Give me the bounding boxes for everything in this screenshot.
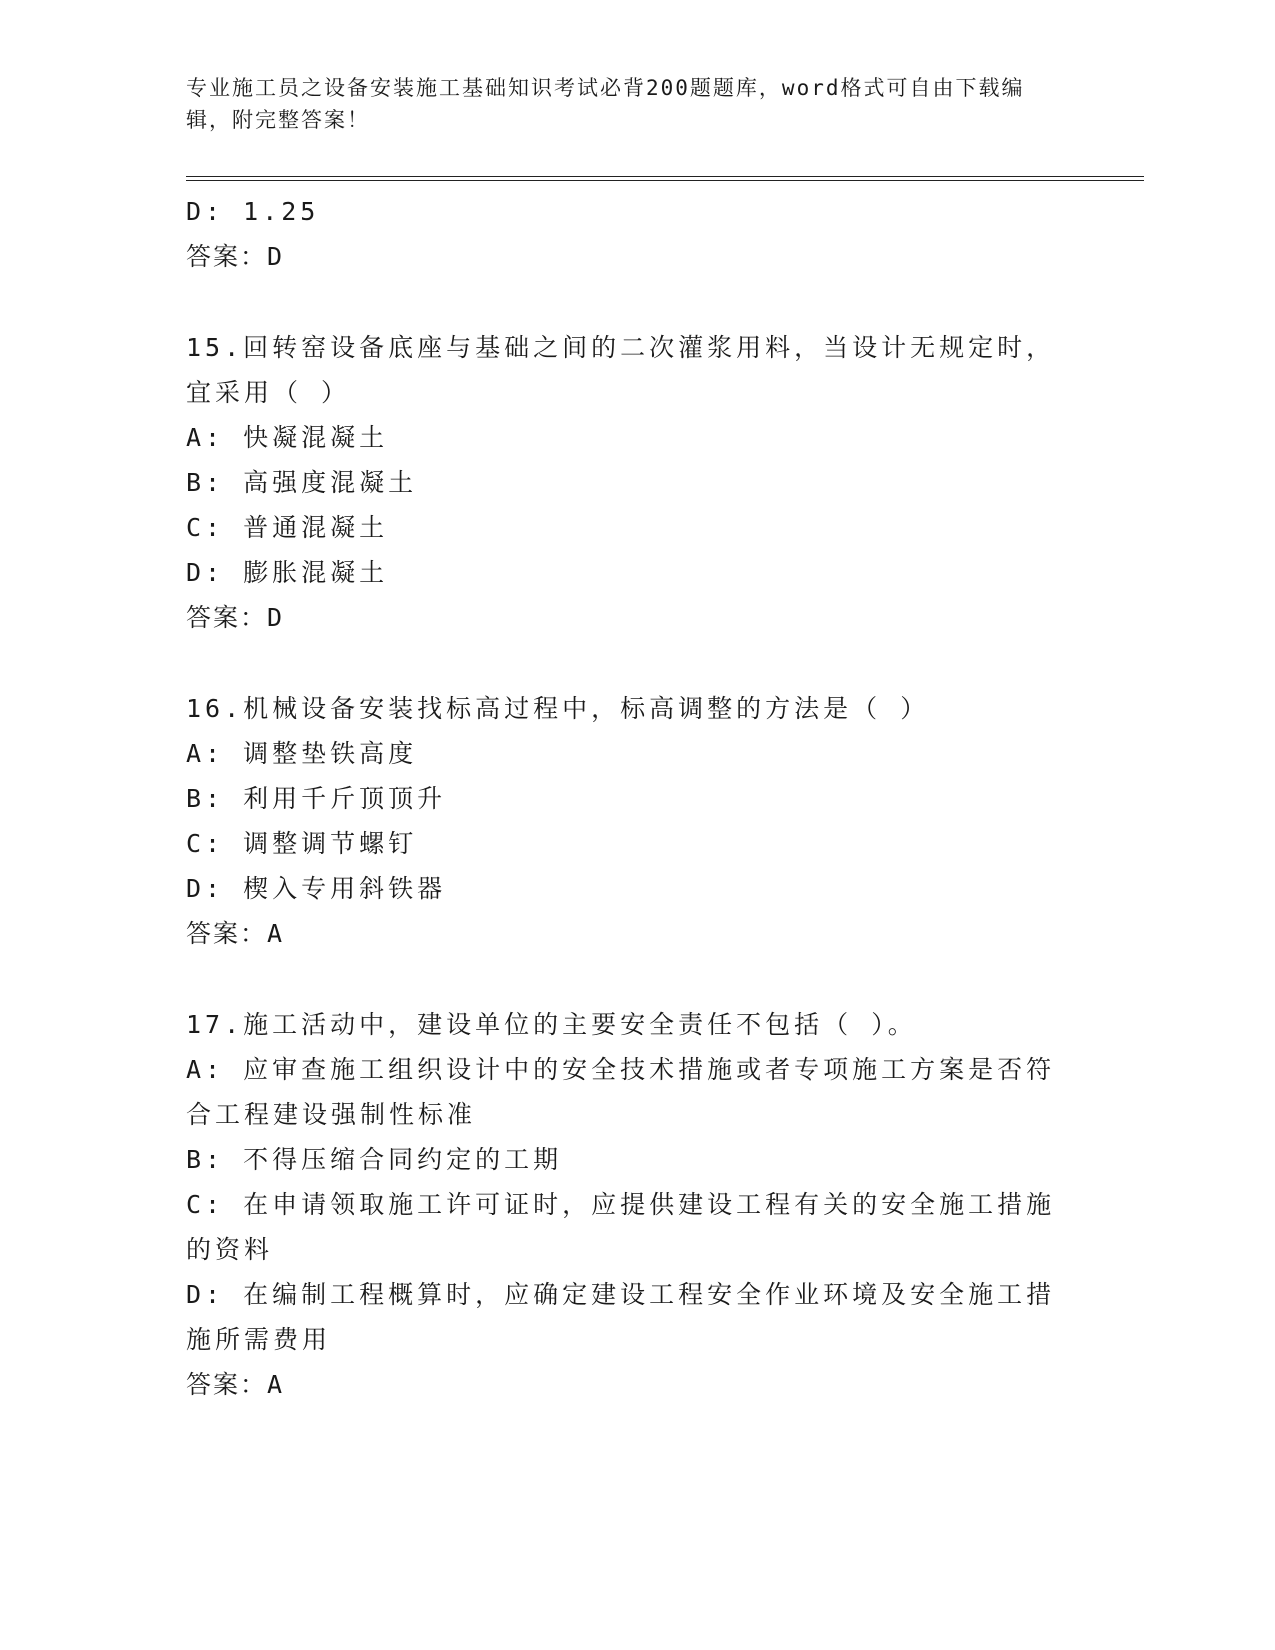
question-17-stem: 17.施工活动中，建设单位的主要安全责任不包括（ ）。 xyxy=(186,1010,917,1039)
question-16-option-b: B: 利用千斤顶顶升 xyxy=(186,784,447,813)
question-17-option-b: B: 不得压缩合同约定的工期 xyxy=(186,1145,563,1174)
question-16-answer: 答案：A xyxy=(186,919,285,948)
question-16-option-c: C: 调整调节螺钉 xyxy=(186,829,418,858)
question-17 xyxy=(186,1002,1066,1407)
question-17-option-c: C: 在申请领取施工许可证时，应提供建设工程有关的安全施工措施的资料 xyxy=(186,1190,1056,1264)
question-15-option-c: C: 普通混凝土 xyxy=(186,513,389,542)
question-15-answer: 答案：D xyxy=(186,603,285,632)
question-content xyxy=(186,189,1066,1407)
question-17-answer: 答案：A xyxy=(186,1370,285,1399)
question-16-option-d: D: 楔入专用斜铁器 xyxy=(186,874,447,903)
question-15 xyxy=(186,325,1066,640)
question-15-option-d: D: 膨胀混凝土 xyxy=(186,558,389,587)
header-divider-bottom xyxy=(186,180,1144,181)
question-16-stem: 16.机械设备安装找标高过程中，标高调整的方法是（ ） xyxy=(186,694,930,723)
spacer xyxy=(186,956,1066,1002)
prev-answer: 答案：D xyxy=(186,242,285,271)
question-15-option-b: B: 高强度混凝土 xyxy=(186,468,418,497)
question-17-option-a: A: 应审查施工组织设计中的安全技术措施或者专项施工方案是否符合工程建设强制性标准 xyxy=(186,1055,1056,1129)
prev-option-d: D: 1.25 xyxy=(186,197,320,226)
question-16 xyxy=(186,686,1066,956)
spacer xyxy=(186,279,1066,325)
header-divider-top xyxy=(186,176,1144,177)
question-15-stem: 15.回转窑设备底座与基础之间的二次灌浆用料，当设计无规定时，宜采用（ ） xyxy=(186,333,1056,407)
question-16-option-a: A: 调整垫铁高度 xyxy=(186,739,418,768)
document-header: 专业施工员之设备安装施工基础知识考试必背200题题库，word格式可自由下载编辑，附完整答案！ xyxy=(186,76,1025,132)
question-17-option-d: D: 在编制工程概算时，应确定建设工程安全作业环境及安全施工措施所需费用 xyxy=(186,1280,1056,1354)
question-15-option-a: A: 快凝混凝土 xyxy=(186,423,389,452)
spacer xyxy=(186,640,1066,686)
